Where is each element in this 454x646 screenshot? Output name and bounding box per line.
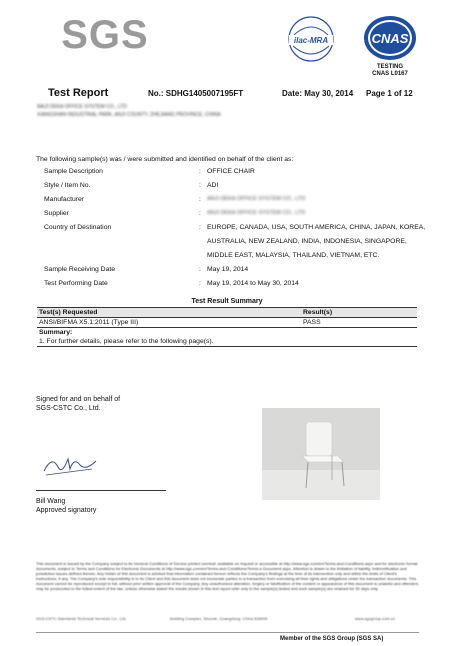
- ilac-text: ilac-MRA: [293, 36, 329, 45]
- field-row: [44, 224, 426, 231]
- signatory: [36, 497, 96, 515]
- cnas-testing: TESTING: [376, 64, 403, 70]
- sgs-logo-text: SGS: [61, 13, 149, 57]
- signatory-name: Bill Wang: [36, 498, 66, 505]
- footer-website: www.sgsgroup.com.cn: [355, 616, 396, 621]
- field-colon: :: [199, 196, 201, 203]
- field-colon: :: [199, 182, 201, 189]
- signed-line-1: Signed for and on behalf of: [36, 396, 121, 403]
- field-row: [44, 182, 219, 189]
- field-label: Supplier: [44, 210, 69, 217]
- field-value: EUROPE, CANADA, USA, SOUTH AMERICA, CHINA, JAPAN, KOREA,: [207, 224, 426, 231]
- field-label: Test Performing Date: [44, 280, 108, 287]
- field-value: May 19, 2014: [207, 266, 249, 273]
- client-address: XIANGSHAN INDUSTRIAL PARK, ANJI COUNTY, ZHEJIANG PROVINCE, CHINA: [37, 112, 221, 118]
- disclaimer-text: This document is issued by the Company subject to its General Conditions of Service printed overleaf, available on request or accessible at http://www.sgs.com/en/Terms-and-Conditions.aspx and for electronic format documents, subject to Terms and Conditions for Electronic Documents at http://www.sgs.com/en/Terms-and-Conditions/Terms-e-Document.aspx. Attention is drawn to the limitation of liability, indemnification and jurisdiction issues defined therein. Any holder of this document is advised that information contained hereon reflects the Company's findings at the time of its intervention only and within the limits of Client's instructions, if any. The Company's sole responsibility is to its Client and this document does not exonerate parties to a transaction from exercising all their rights and obligations under the transaction documents. This document cannot be reproduced except in full, without prior written approval of the Company. Any unauthorized alteration, forgery or falsification of the content or appearance of this document is unlawful and offenders may be prosecuted to the fullest extent of the law. Unless otherwise stated the results shown in this test report refer only to the sample(s) tested and such sample(s) are retained for 30 days only.: [36, 561, 419, 591]
- summary-text-row: [37, 337, 417, 347]
- signed-on-behalf: [36, 395, 120, 413]
- cnas-logo: [360, 12, 420, 72]
- field-label: Style / Item No.: [44, 182, 91, 189]
- field-label: Sample Description: [44, 168, 103, 175]
- intro-text: The following sample(s) was / were submitted and identified on behalf of the client as:: [36, 156, 294, 163]
- test-result: PASS: [303, 319, 321, 326]
- field-colon: :: [199, 266, 201, 273]
- test-name: ANSI/BIFMA X5.1:2011 (Type III): [39, 319, 139, 326]
- field-row: [44, 210, 306, 217]
- summary-text: 1. For further details, please refer to the following page(s).: [39, 338, 214, 345]
- result-summary-table: [37, 307, 417, 347]
- cnas-text: CNAS: [371, 31, 409, 46]
- field-row: [44, 168, 255, 175]
- field-label: Sample Receiving Date: [44, 266, 116, 273]
- sample-photo: [262, 408, 380, 500]
- signed-line-2: SGS-CSTC Co., Ltd.: [36, 405, 101, 412]
- table-row: [37, 318, 417, 328]
- summary-label: Summary:: [39, 329, 73, 336]
- handwritten-signature: [40, 445, 100, 481]
- field-value: ANJI DEKA OFFICE SYSTEM CO., LTD: [207, 196, 306, 202]
- field-value: ANJI DEKA OFFICE SYSTEM CO., LTD: [207, 210, 306, 216]
- signatory-role: Approved signatory: [36, 507, 97, 514]
- col-header-tests: Test(s) Requested: [37, 308, 301, 318]
- field-value: MIDDLE EAST, MALAYSIA, THAILAND, VIETNAM, ETC.: [207, 252, 380, 259]
- summary-title: Test Result Summary: [191, 298, 263, 305]
- field-row: [44, 266, 249, 273]
- footer-divider: [36, 632, 419, 633]
- field-value: AUSTRALIA, NEW ZEALAND, INDIA, INDONESIA, SINGAPORE,: [207, 238, 407, 245]
- footer-address: Building Complex, Shunde, Guangdong, China 528000: [170, 616, 268, 621]
- field-value: ADI: [207, 182, 219, 189]
- report-number: No.: SDHG1405007195FT: [148, 89, 244, 98]
- report-date: Date: May 30, 2014: [282, 89, 354, 98]
- page-number: Page 1 of 12: [366, 89, 413, 98]
- field-row: [44, 280, 299, 287]
- signature-line: [36, 490, 166, 491]
- summary-label-row: [37, 328, 417, 338]
- field-colon: :: [199, 280, 201, 287]
- field-colon: :: [199, 224, 201, 231]
- field-row: [44, 196, 306, 203]
- cnas-number: CNAS L0167: [372, 71, 408, 77]
- footer-company: SGS-CSTC Standards Technical Services Co., Ltd.: [36, 616, 127, 621]
- field-value: May 19, 2014 to May 30, 2014: [207, 280, 299, 287]
- client-name: MAJI DEKA OFFICE SYSTEM CO., LTD: [37, 104, 127, 110]
- ilac-mra-logo: [283, 14, 339, 64]
- field-value: OFFICE CHAIR: [207, 168, 255, 175]
- col-header-results: Result(s): [301, 308, 417, 318]
- report-title: Test Report: [48, 87, 109, 99]
- field-label: Manufacturer: [44, 196, 85, 203]
- cnas-caption: [358, 64, 422, 78]
- sgs-logo: [58, 8, 152, 58]
- field-label: Country of Destination: [44, 224, 112, 231]
- field-colon: :: [199, 210, 201, 217]
- member-statement: Member of the SGS Group (SGS SA): [280, 636, 384, 642]
- field-colon: :: [199, 168, 201, 175]
